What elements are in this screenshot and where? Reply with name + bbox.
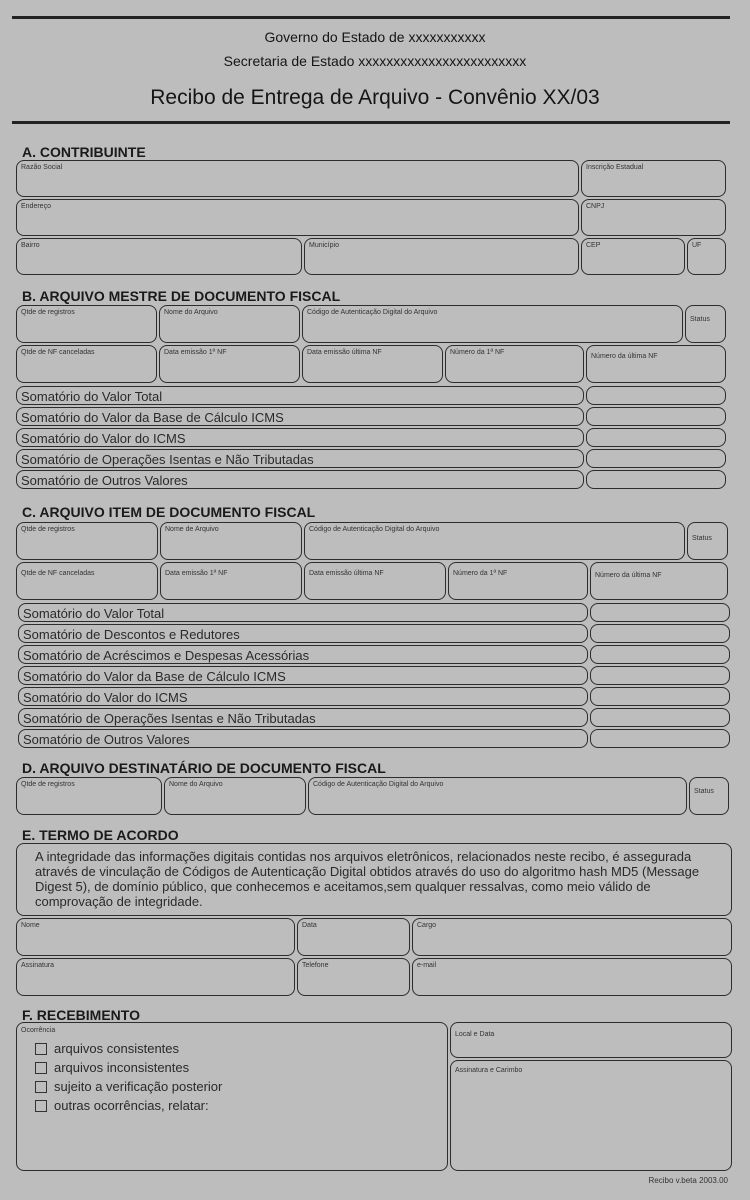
c-qtde-registros-field[interactable] bbox=[16, 522, 158, 560]
c-numero-primeira-label: Número da 1ª NF bbox=[453, 570, 508, 577]
b-data-emissao-primeira-label: Data emissão 1ª NF bbox=[164, 349, 227, 356]
b-somatorio-label: Somatório de Outros Valores bbox=[21, 473, 188, 488]
nome-field[interactable] bbox=[16, 918, 295, 956]
b-nome-arquivo-label: Nome do Arquivo bbox=[164, 309, 218, 316]
b-qtde-nf-canceladas-label: Qtde de NF canceladas bbox=[21, 349, 95, 356]
c-numero-ultima-field[interactable] bbox=[590, 562, 728, 600]
b-somatorio-value-field[interactable] bbox=[586, 449, 726, 468]
telefone-field[interactable] bbox=[297, 958, 410, 996]
c-data-emissao-ultima-field[interactable] bbox=[304, 562, 446, 600]
c-somatorio-row bbox=[18, 603, 588, 622]
c-somatorio-row bbox=[18, 645, 588, 664]
b-numero-primeira-field[interactable] bbox=[445, 345, 584, 383]
b-numero-ultima-label: Número da última NF bbox=[591, 353, 658, 360]
b-somatorio-value-field[interactable] bbox=[586, 428, 726, 447]
c-somatorio-label: Somatório de Outros Valores bbox=[23, 732, 190, 747]
endereco-label: Endereço bbox=[21, 203, 51, 210]
section-f-title: F. RECEBIMENTO bbox=[22, 1007, 140, 1023]
c-data-emissao-primeira-field[interactable] bbox=[160, 562, 302, 600]
municipio-field[interactable] bbox=[304, 238, 579, 275]
cep-label: CEP bbox=[586, 242, 601, 249]
checkbox-icon[interactable] bbox=[35, 1100, 47, 1112]
c-somatorio-row bbox=[18, 687, 588, 706]
ocorrencia-option-label: outras ocorrências, relatar: bbox=[54, 1098, 209, 1113]
assinatura-carimbo-field[interactable] bbox=[450, 1060, 732, 1171]
b-qtde-registros-field[interactable] bbox=[16, 305, 157, 343]
c-somatorio-value-field[interactable] bbox=[590, 729, 730, 748]
bairro-label: Bairro bbox=[21, 242, 40, 249]
c-numero-ultima-label: Número da última NF bbox=[595, 572, 662, 579]
checkbox-icon[interactable] bbox=[35, 1081, 47, 1093]
c-somatorio-value-field[interactable] bbox=[590, 666, 730, 685]
c-somatorio-label: Somatório de Descontos e Redutores bbox=[23, 627, 240, 642]
b-somatorio-value-field[interactable] bbox=[586, 470, 726, 489]
d-status-field[interactable] bbox=[689, 777, 729, 815]
section-e-title: E. TERMO DE ACORDO bbox=[22, 827, 179, 843]
assinatura-label: Assinatura bbox=[21, 962, 55, 969]
b-somatorio-row bbox=[16, 386, 584, 405]
b-somatorio-value-field[interactable] bbox=[586, 407, 726, 426]
section-b-title: B. ARQUIVO MESTRE DE DOCUMENTO FISCAL bbox=[22, 288, 341, 304]
termo-acordo-box bbox=[16, 843, 732, 916]
ocorrencia-options bbox=[35, 1039, 222, 1115]
ocorrencia-option[interactable] bbox=[35, 1058, 222, 1077]
c-somatorio-label: Somatório de Operações Isentas e Não Tributadas bbox=[23, 711, 316, 726]
b-somatorio-label: Somatório do Valor da Base de Cálculo ICMS bbox=[21, 410, 284, 425]
b-numero-primeira-label: Número da 1ª NF bbox=[450, 349, 505, 356]
c-qtde-nf-canceladas-label: Qtde de NF canceladas bbox=[21, 570, 95, 577]
assinatura-field[interactable] bbox=[16, 958, 295, 996]
c-nome-arquivo-field[interactable] bbox=[160, 522, 302, 560]
c-nome-arquivo-label: Nome de Arquivo bbox=[165, 526, 219, 533]
c-somatorio-value-field[interactable] bbox=[590, 687, 730, 706]
d-status-label: Status bbox=[694, 788, 714, 795]
b-data-emissao-primeira-field[interactable] bbox=[159, 345, 300, 383]
b-somatorio-label: Somatório de Operações Isentas e Não Tributadas bbox=[21, 452, 314, 467]
title-rule bbox=[12, 121, 730, 124]
uf-label: UF bbox=[692, 242, 702, 249]
c-somatorio-label: Somatório do Valor Total bbox=[23, 606, 165, 621]
endereco-field[interactable] bbox=[16, 199, 579, 236]
b-somatorio-row bbox=[16, 407, 584, 426]
c-somatorio-row bbox=[18, 624, 588, 643]
page-title: Recibo de Entrega de Arquivo - Convênio XX/03 bbox=[150, 86, 600, 109]
razao-social-label: Razão Social bbox=[21, 164, 63, 171]
d-qtde-registros-field[interactable] bbox=[16, 777, 162, 815]
ocorrencia-label: Ocorrência bbox=[21, 1027, 56, 1034]
b-status-field[interactable] bbox=[685, 305, 726, 343]
c-codigo-autenticacao-field[interactable] bbox=[304, 522, 685, 560]
d-qtde-registros-label: Qtde de registros bbox=[21, 781, 75, 788]
b-numero-ultima-field[interactable] bbox=[586, 345, 726, 383]
data-field[interactable] bbox=[297, 918, 410, 956]
c-somatorio-value-field[interactable] bbox=[590, 645, 730, 664]
uf-field[interactable] bbox=[687, 238, 726, 275]
ocorrencia-option[interactable] bbox=[35, 1077, 222, 1096]
c-qtde-registros-label: Qtde de registros bbox=[21, 526, 75, 533]
termo-acordo-text: A integridade das informações digitais contidas nos arquivos eletrônicos, relacionados neste recibo, é assegurada através de vinculação de Códigos de Autenticação Digital obtidos através do uso do algoritmo hash MD5 (Message Digest 5), de domínio público, que conhecemos e aceitamos,sem qualquer ressalvas, como meio válido de comprovação de integridade. bbox=[35, 849, 700, 909]
c-numero-primeira-field[interactable] bbox=[448, 562, 588, 600]
d-codigo-autenticacao-field[interactable] bbox=[308, 777, 687, 815]
email-label: e-mail bbox=[417, 962, 437, 969]
ocorrencia-option-label: sujeito a verificação posterior bbox=[54, 1079, 223, 1094]
c-somatorio-row bbox=[18, 708, 588, 727]
c-data-emissao-primeira-label: Data emissão 1ª NF bbox=[165, 570, 228, 577]
c-status-label: Status bbox=[692, 535, 712, 542]
inscricao-estadual-field[interactable] bbox=[581, 160, 726, 197]
assinatura-carimbo-label: Assinatura e Carimbo bbox=[455, 1067, 523, 1074]
cnpj-label: CNPJ bbox=[586, 203, 605, 210]
b-nome-arquivo-field[interactable] bbox=[159, 305, 300, 343]
top-rule bbox=[12, 16, 730, 19]
ocorrencia-option-label: arquivos inconsistentes bbox=[54, 1060, 190, 1075]
local-data-label: Local e Data bbox=[455, 1031, 495, 1038]
cargo-field[interactable] bbox=[412, 918, 732, 956]
ocorrencia-option[interactable] bbox=[35, 1096, 222, 1115]
c-somatorio-row bbox=[18, 729, 588, 748]
c-data-emissao-ultima-label: Data emissão última NF bbox=[309, 570, 384, 577]
local-data-field[interactable] bbox=[450, 1022, 732, 1058]
b-qtde-nf-canceladas-field[interactable] bbox=[16, 345, 157, 383]
b-somatorio-label: Somatório do Valor do ICMS bbox=[21, 431, 186, 446]
bairro-field[interactable] bbox=[16, 238, 302, 275]
d-nome-arquivo-field[interactable] bbox=[164, 777, 306, 815]
header-line2: Secretaria de Estado xxxxxxxxxxxxxxxxxxxxxxxx bbox=[223, 53, 527, 69]
nome-label: Nome bbox=[21, 922, 40, 929]
c-somatorio-row bbox=[18, 666, 588, 685]
municipio-label: Município bbox=[309, 242, 339, 249]
b-data-emissao-ultima-field[interactable] bbox=[302, 345, 443, 383]
b-somatorio-row bbox=[16, 449, 584, 468]
section-c-title: C. ARQUIVO ITEM DE DOCUMENTO FISCAL bbox=[22, 504, 316, 520]
c-qtde-nf-canceladas-field[interactable] bbox=[16, 562, 158, 600]
c-status-field[interactable] bbox=[687, 522, 728, 560]
d-nome-arquivo-label: Nome do Arquivo bbox=[169, 781, 223, 788]
cep-field[interactable] bbox=[581, 238, 685, 275]
c-somatorio-value-field[interactable] bbox=[590, 624, 730, 643]
b-somatorio-value-field[interactable] bbox=[586, 386, 726, 405]
b-somatorio-label: Somatório do Valor Total bbox=[21, 389, 163, 404]
b-status-label: Status bbox=[690, 316, 710, 323]
cargo-label: Cargo bbox=[417, 922, 437, 929]
b-somatorio-row bbox=[16, 428, 584, 447]
ocorrencia-box bbox=[16, 1022, 448, 1171]
checkbox-icon[interactable] bbox=[35, 1043, 47, 1055]
d-codigo-autenticacao-label: Código de Autenticação Digital do Arquivo bbox=[313, 781, 444, 788]
header-line1: Governo do Estado de xxxxxxxxxxx bbox=[264, 29, 486, 45]
inscricao-estadual-label: Inscrição Estadual bbox=[586, 164, 644, 171]
section-a-title: A. CONTRIBUINTE bbox=[22, 144, 146, 160]
c-somatorio-label: Somatório do Valor da Base de Cálculo ICMS bbox=[23, 669, 286, 684]
cnpj-field[interactable] bbox=[581, 199, 726, 236]
ocorrencia-option[interactable] bbox=[35, 1039, 222, 1058]
c-codigo-autenticacao-label: Código de Autenticação Digital do Arquivo bbox=[309, 526, 440, 533]
ocorrencia-option-label: arquivos consistentes bbox=[54, 1041, 180, 1056]
c-somatorio-value-field[interactable] bbox=[590, 708, 730, 727]
c-somatorio-label: Somatório do Valor do ICMS bbox=[23, 690, 188, 705]
section-d-title: D. ARQUIVO DESTINATÁRIO DE DOCUMENTO FISCAL bbox=[22, 760, 386, 776]
c-somatorio-value-field[interactable] bbox=[590, 603, 730, 622]
email-field[interactable] bbox=[412, 958, 732, 996]
b-codigo-autenticacao-field[interactable] bbox=[302, 305, 683, 343]
footer-version: Recibo v.beta 2003.00 bbox=[648, 1176, 728, 1185]
b-codigo-autenticacao-label: Código de Autenticação Digital do Arquivo bbox=[307, 309, 438, 316]
b-qtde-registros-label: Qtde de registros bbox=[21, 309, 75, 316]
data-label: Data bbox=[302, 922, 317, 929]
b-somatorio-row bbox=[16, 470, 584, 489]
c-somatorio-label: Somatório de Acréscimos e Despesas Acessórias bbox=[23, 648, 310, 663]
razao-social-field[interactable] bbox=[16, 160, 579, 197]
telefone-label: Telefone bbox=[302, 962, 329, 969]
checkbox-icon[interactable] bbox=[35, 1062, 47, 1074]
b-data-emissao-ultima-label: Data emissão última NF bbox=[307, 349, 382, 356]
